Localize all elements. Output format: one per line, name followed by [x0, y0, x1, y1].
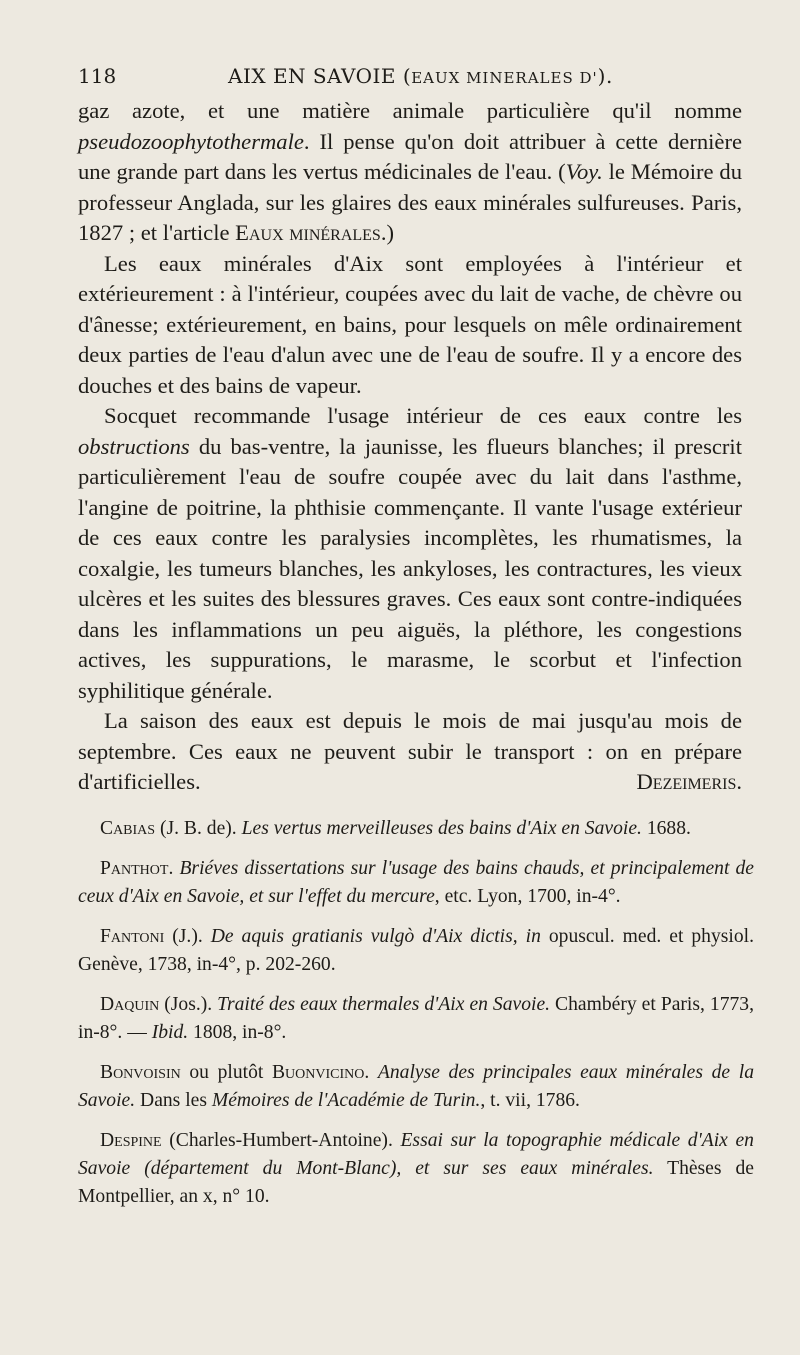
- bibliography-entry: [78, 991, 754, 1047]
- entry-author: Panthot: [100, 858, 169, 879]
- text-run: Thèses de Montpellier, an x, n° 10.: [78, 1158, 754, 1207]
- text-run: La saison des eaux est depuis le mois de mai jusqu'au mois de septembre. Ces eaux ne peuvent subir le transport : on en prépare d'artificielles.: [78, 708, 742, 794]
- text-run: Dans les: [135, 1090, 212, 1111]
- entry-author: Fantoni: [100, 926, 165, 947]
- paragraph-4: [78, 706, 742, 798]
- text-run: ou plutôt: [180, 1062, 272, 1083]
- entry-title: De aquis gratianis vulgò d'Aix dictis, in: [210, 926, 541, 947]
- text-run: gaz azote, et une matière animale particulière qu'il nomme: [78, 98, 742, 123]
- running-head-small: EAUX MINERALES D': [411, 69, 598, 87]
- running-head-end: ).: [597, 64, 613, 88]
- page-header: [78, 64, 718, 94]
- running-head: [228, 64, 613, 88]
- text-run: Socquet recommande l'usage intérieur de ces eaux contre les: [104, 403, 742, 428]
- entry-title: Mémoires de l'Académie de Turin.: [211, 1090, 481, 1111]
- page-number: 118: [78, 64, 117, 88]
- bibliography-entry: [78, 1059, 754, 1115]
- paragraph-1: [78, 96, 742, 249]
- entry-author: Buonvicino: [271, 1062, 365, 1083]
- text-run: . Il pense qu'on doit attribuer à cette dernière une grande part dans les vertus médicinales de l'eau. (: [78, 128, 742, 184]
- entry-title: Briéves dissertations sur l'usage des bains chauds, et principalement de ceux d'Aix en Savoie, et sur l'effet du mercure: [78, 858, 755, 907]
- bibliography-entry: [78, 1127, 754, 1211]
- entry-author: Despine: [100, 1130, 162, 1151]
- text-run: .: [364, 1062, 378, 1083]
- running-head-main: AIX EN SAVOIE (: [228, 64, 412, 88]
- text-run: (Jos.).: [159, 994, 218, 1015]
- italic-term: pseudozoophytothermale: [78, 128, 304, 154]
- entry-title: Analyse des principales eaux minérales de la Savoie.: [78, 1062, 754, 1111]
- text-run: 1688.: [641, 818, 691, 839]
- bibliography-entry: [78, 923, 754, 979]
- text-run: (Charles-Humbert-Antoine).: [161, 1130, 401, 1151]
- text-run: Chambéry et Paris, 1773, in-8°. —: [78, 994, 754, 1043]
- bibliography: [78, 815, 754, 1211]
- bibliography-entry: [78, 815, 754, 843]
- text-run: le Mémoire du professeur Anglada, sur les glaires des eaux minérales sulfureuses. Paris, 1827 ; et l'article: [78, 159, 742, 245]
- text-run: (J. B. de).: [155, 818, 242, 839]
- text-run: .): [380, 220, 395, 245]
- paragraph-3: [78, 401, 742, 706]
- italic-ref: Voy.: [565, 159, 603, 184]
- bibliography-entry: [78, 855, 754, 911]
- italic-term: obstructions: [78, 433, 190, 459]
- entry-author: Bonvoisin: [100, 1062, 181, 1083]
- cross-reference: Eaux minérales: [235, 220, 381, 245]
- paragraph-2: Les eaux minérales d'Aix sont employées à l'intérieur et extérieurement : à l'intérieur, coupées avec du lait de vache, de chèvre ou d'ânesse; extérieurement, en bains, pour lesquels on mêle ordinairement deux parties de l'eau d'alun avec une de l'eau de soufre. Il y a encore des douches et des bains de vapeur.: [78, 250, 742, 398]
- author-signature: Dezeimeris.: [636, 769, 742, 794]
- text-run: , etc. Lyon, 1700, in-4°.: [434, 886, 621, 907]
- text-run: .: [168, 858, 180, 879]
- text-run: du bas-ventre, la jaunisse, les flueurs blanches; il prescrit particulièrement l'eau de soufre coupée avec du lait dans l'asthme, l'angine de poitrine, la phthisie commençante. Il vante l'usage extérieur de ces eaux contre les paralysies incomplètes, les rhumatismes, la coxalgie, les tumeurs blanches, les ankyloses, les contractures, les vieux ulcères et les suites des blessures graves. Ces eaux sont contre-indiquées dans les inflammations un peu aiguës, la pléthore, les congestions actives, les suppurations, le marasme, le scorbut et l'infection syphilitique générale.: [78, 433, 742, 703]
- text-run: 1808, in-8°.: [188, 1022, 287, 1043]
- entry-title: Essai sur la topographie médicale d'Aix en Savoie (département du Mont-Blanc), et sur ses eaux minérales.: [78, 1130, 754, 1179]
- article-body: [78, 96, 742, 798]
- entry-title: Traité des eaux thermales d'Aix en Savoie.: [217, 994, 551, 1015]
- entry-title: Les vertus merveilleuses des bains d'Aix en Savoie.: [241, 818, 642, 839]
- entry-author: Daquin: [100, 994, 160, 1015]
- text-run: , t. vii, 1786.: [480, 1090, 580, 1111]
- text-run: (J.).: [164, 926, 211, 947]
- entry-title: Ibid.: [151, 1022, 189, 1043]
- entry-author: Cabias: [100, 818, 156, 839]
- text-run: opuscul. med. et physiol. Genève, 1738, in-4°, p. 202-260.: [78, 926, 754, 975]
